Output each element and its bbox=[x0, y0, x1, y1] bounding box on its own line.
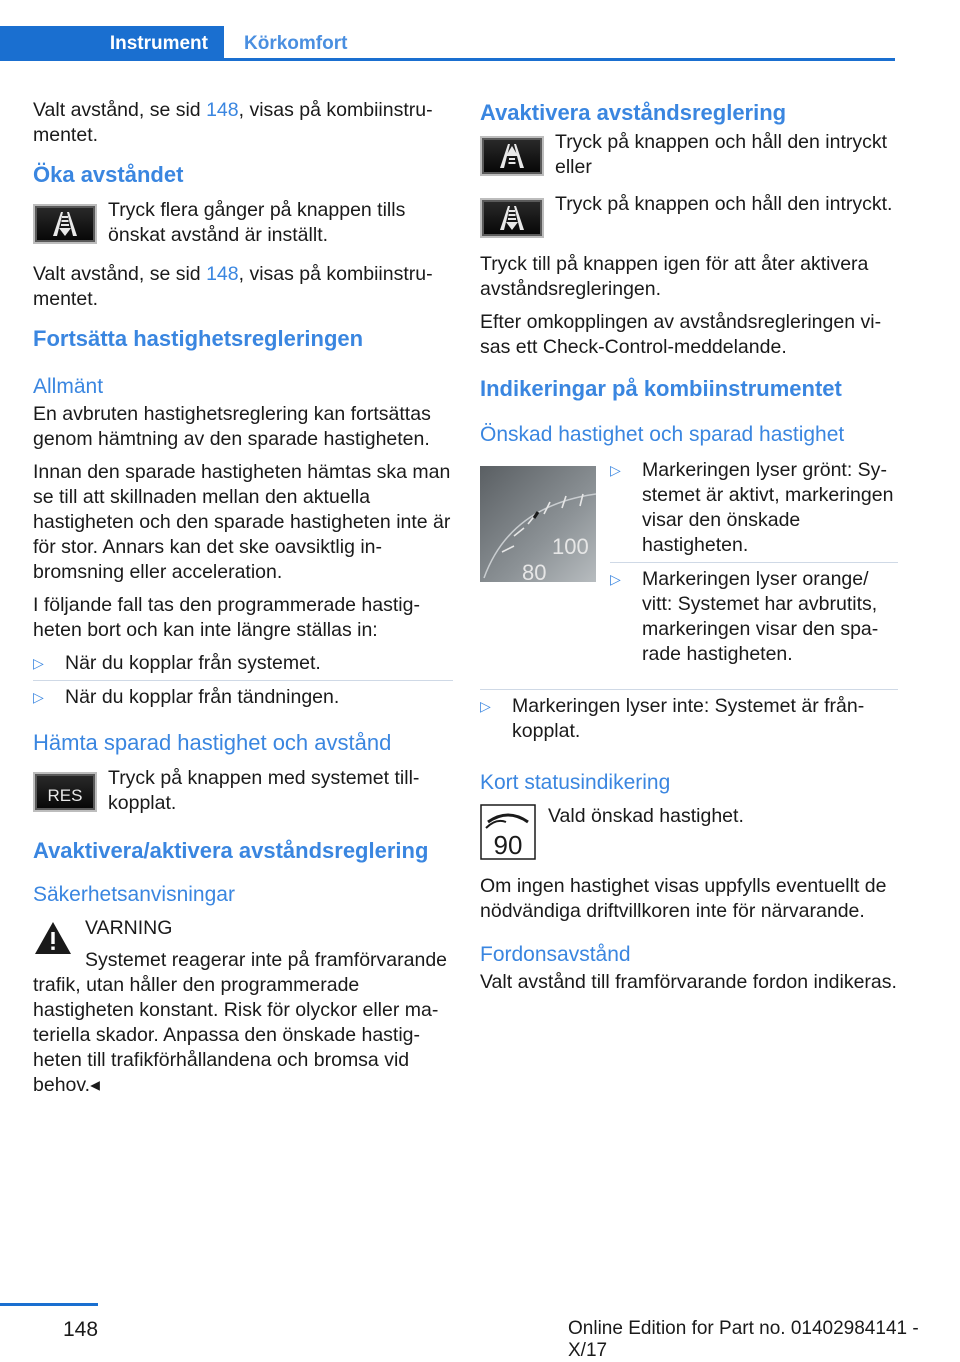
paragraph-om-ingen: Om ingen hastighet visas uppfylls eventuellt de nödvändiga driftvillkoren inte för närvarande. bbox=[480, 875, 887, 922]
avaktivera-row-1 bbox=[480, 130, 898, 180]
heading-fortsatta: Fortsätta hastighetsregleringen bbox=[33, 326, 364, 351]
allmant-paragraph-3: I följande fall tas den programmerade hastigheten bort och kan inte längre ställas in: bbox=[33, 594, 420, 641]
paragraph-distance-ref bbox=[33, 98, 453, 148]
header-tabs bbox=[0, 0, 960, 62]
distance-button-icon bbox=[33, 204, 97, 244]
fordon-text: Valt avstånd till framförvarande fordon indikeras. bbox=[480, 971, 897, 993]
tab-korkomfort[interactable]: Körkomfort bbox=[244, 32, 348, 54]
allmant-paragraph-2: Innan den sparade hastigheten hämtas ska man se till att skillnaden mellan den aktuella hastigheten och den sparade hastigheten inte är för stor. Annars kan det ske oavsiktlig inbromsning eller acceleration. bbox=[33, 461, 451, 583]
list-item-text: När du kopplar från systemet. bbox=[65, 652, 321, 674]
heading-onskad: Önskad hastighet och sparad hastighet bbox=[480, 423, 845, 446]
bullet-list-inte bbox=[480, 689, 898, 748]
tab-instrument[interactable]: Instrument bbox=[0, 26, 224, 61]
distance-button-icon bbox=[480, 136, 544, 176]
heading-hamta: Hämta sparad hastighet och avstånd bbox=[33, 730, 392, 755]
list-item-text: När du kopplar från tändningen. bbox=[65, 686, 340, 708]
list-item bbox=[610, 567, 898, 671]
heading-indikeringar: Indikeringar på kombiinstrumentet bbox=[480, 376, 842, 401]
list-item bbox=[33, 685, 453, 714]
triangle-bullet-icon: ▷ bbox=[610, 462, 621, 478]
avaktivera-row-2 bbox=[480, 192, 898, 238]
text: Valt avstånd, se sid bbox=[33, 263, 207, 285]
right-column bbox=[480, 98, 898, 1003]
list-item bbox=[610, 458, 898, 563]
heading-avaktivera-aktivera: Avaktivera/aktivera avståndsreglering bbox=[33, 838, 429, 863]
bullet-list bbox=[33, 651, 453, 714]
triangle-bullet-icon: ▷ bbox=[480, 698, 491, 714]
avaktivera-text-1: Tryck på knappen och håll den intryckt eller bbox=[555, 131, 888, 178]
edition-text: Online Edition for Part no. 01402984141 - X/17 bbox=[568, 1318, 919, 1361]
header-divider bbox=[0, 58, 895, 61]
warning-text: Systemet reagerar inte på framförvarande trafik, utan håller den programmerade hastigheten konstant. Risk för olyckor eller materiella skador. Anpassa den önskade hastigheten till trafikförhållandena och bromsa vid behov.◂ bbox=[33, 949, 448, 1096]
paragraph-efter: Efter omkopplingen av avståndsregleringen visas ett Check-Control-meddelande. bbox=[480, 311, 882, 358]
paragraph-tryck: Tryck till på knappen igen för att åter aktivera avståndsregleringen. bbox=[480, 253, 869, 300]
heading-fordon: Fordonsavstånd bbox=[480, 943, 631, 966]
heading-sakerhet: Säkerhetsanvisningar bbox=[33, 883, 235, 906]
warning-icon bbox=[33, 920, 73, 956]
res-label: RES bbox=[47, 786, 83, 805]
list-item bbox=[33, 651, 453, 681]
list-item-text: Markeringen lyser inte: Systemet är frånkopplat. bbox=[512, 695, 865, 742]
triangle-bullet-icon: ▷ bbox=[610, 571, 621, 587]
hamta-row bbox=[33, 766, 453, 816]
res-button-icon bbox=[33, 772, 97, 812]
warning-title: VARNING bbox=[85, 917, 173, 939]
heading-allmant: Allmänt bbox=[33, 375, 104, 398]
status-value: 90 bbox=[493, 830, 523, 860]
speed-status-icon bbox=[480, 804, 536, 860]
left-column bbox=[33, 98, 453, 1106]
avaktivera-text-2: Tryck på knappen och håll den intryckt. bbox=[555, 193, 893, 215]
page-link[interactable]: 148 bbox=[206, 263, 239, 285]
paragraph-distance-ref-2 bbox=[33, 262, 453, 312]
distance-button-icon bbox=[480, 198, 544, 238]
gauge-label-80: 80 bbox=[522, 560, 547, 582]
footer-divider bbox=[0, 1303, 98, 1306]
triangle-bullet-icon: ▷ bbox=[33, 689, 44, 705]
heading-avaktivera: Avaktivera avståndsreglering bbox=[480, 100, 787, 125]
speedometer-image bbox=[480, 466, 596, 582]
text: Valt avstånd, se sid bbox=[33, 99, 207, 121]
oka-row bbox=[33, 198, 453, 248]
triangle-bullet-icon: ▷ bbox=[33, 655, 44, 671]
text: , visas på kombiinstrumentet. bbox=[33, 99, 433, 146]
kort-row bbox=[480, 804, 898, 860]
allmant-paragraph-1: En avbruten hastighetsreglering kan fortsättas genom hämtning av den sparade hastigheten. bbox=[33, 403, 431, 450]
list-item bbox=[480, 694, 898, 748]
gauge-label-100: 100 bbox=[552, 534, 589, 559]
heading-kort: Kort statusindikering bbox=[480, 771, 671, 794]
page-number: 148 bbox=[63, 1318, 99, 1341]
page-link[interactable]: 148 bbox=[206, 99, 239, 121]
gauge-bullet-list bbox=[610, 458, 898, 675]
kort-text: Vald önskad hastighet. bbox=[548, 805, 744, 827]
text: , visas på kombiinstrumentet. bbox=[33, 263, 433, 310]
heading-oka-avstandet: Öka avståndet bbox=[33, 162, 184, 187]
list-item-text: Markeringen lyser grönt: Systemet är aktivt, markeringen visar den önskade hastigheten. bbox=[642, 459, 894, 556]
list-item-text: Markeringen lyser orange/ vitt: Systemet har avbrutits, markeringen visar den sparade hastigheten. bbox=[642, 568, 879, 665]
gauge-row bbox=[480, 458, 898, 683]
oka-text: Tryck flera gånger på knappen tills önskat avstånd är inställt. bbox=[108, 199, 406, 246]
hamta-text: Tryck på knappen med systemet tillkopplat. bbox=[108, 767, 420, 814]
